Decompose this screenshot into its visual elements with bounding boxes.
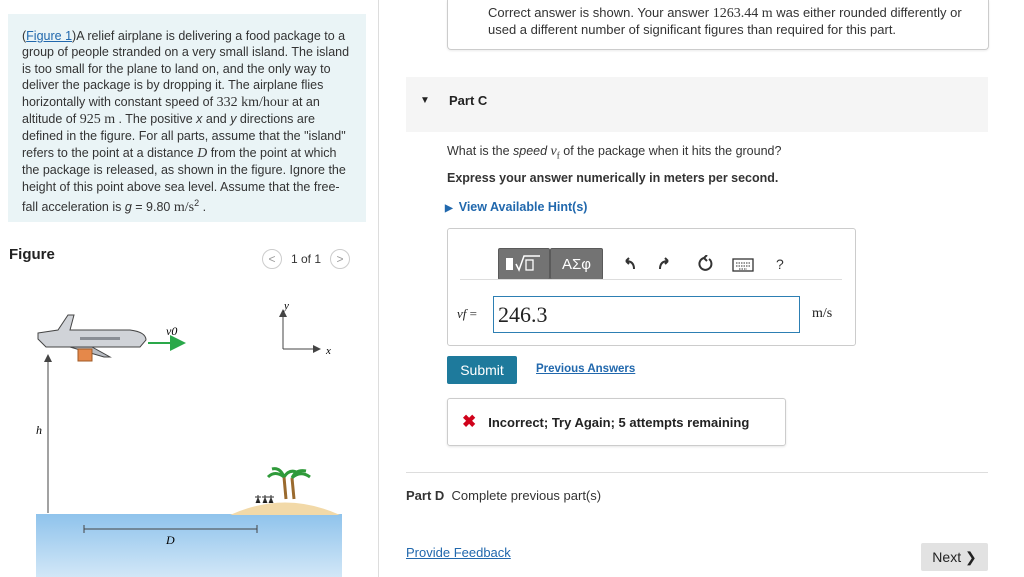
chevron-right-icon[interactable]: > [330,249,350,269]
figure-diagram [0,285,378,577]
instruction-text: Express your answer numerically in meters per second. [447,171,779,185]
h-label: h [36,423,42,437]
speed-value: 332 km/hour [216,94,289,110]
food-package-icon [78,349,92,361]
figure-link[interactable]: Figure 1 [26,29,73,43]
x-axis-label: x [326,345,331,357]
symbols-button[interactable]: ΑΣφ [550,248,603,280]
chevron-left-icon[interactable]: < [262,249,282,269]
part-c-label: Part C [449,93,488,108]
unit-label: m/s [812,306,833,321]
reset-icon[interactable] [695,255,713,273]
part-c-header[interactable] [406,77,988,132]
view-hints-link[interactable]: ▶ View Available Hint(s) [445,200,588,214]
question-text: What is the speed $v_f$ of the package when it hits the ground? [447,144,782,161]
template-icon[interactable] [498,248,550,280]
collapse-triangle-icon[interactable]: ▼ [420,95,430,106]
part-d: Part D Complete previous part(s) [406,488,602,503]
answer-input[interactable]: 246.3 [493,296,800,333]
figure-pager [262,247,350,271]
undo-icon[interactable] [620,255,638,273]
toolbar-separator [460,279,842,280]
caret-right-icon: ▶ [445,203,453,214]
pager-text: 1 of 1 [291,252,322,266]
incorrect-icon: ✖ [462,412,477,431]
provide-feedback-link[interactable]: Provide Feedback [406,545,511,560]
palm-trees-icon [268,469,310,499]
submit-button[interactable]: Submit [447,356,517,384]
D-label: D [166,533,175,547]
previous-answers-link[interactable]: Previous Answers [536,363,636,375]
variable-label: vf = [457,306,477,321]
altitude-value: 925 m [79,112,116,128]
next-button[interactable]: Next ❯ [921,543,988,571]
y-axis-label: y [284,300,289,312]
redo-icon[interactable] [656,255,674,273]
v0-label: v0 [166,324,178,338]
previous-part-message: Correct answer is shown. Your answer 1263.44 m was either rounded differently or used a different number of significant figures than required for this part. [447,0,989,50]
feedback-message: ✖ Incorrect; Try Again; 5 attempts remaining [447,398,786,446]
figure-title: Figure [9,246,55,263]
help-button[interactable]: ? [776,256,784,272]
previous-answer-value: 1263.44 m [712,6,773,21]
problem-statement: (Figure 1)A relief airplane is delivering a food package to a group of people stranded on a very small island. The island is too small for the plane to land on, and the only way to deliver the package is by dropping it. The airplane flies horizontally with constant speed of 332 km/hour at an altitude of 925 m . The positive x and y directions are defined in the figure. For all parts, assume that the "island" refers to the point at a distance D from the point at which the package is released, as shown in the figure. Ignore the height of this point above sea level. Assume that the free-fall acceleration is g = 9.80 $m/s^2$ . [8,14,366,222]
sea [36,514,342,577]
divider [406,472,988,473]
island [230,503,340,516]
keyboard-icon[interactable] [732,258,754,272]
stranded-people-icon [255,495,274,503]
panel-divider [378,0,379,577]
